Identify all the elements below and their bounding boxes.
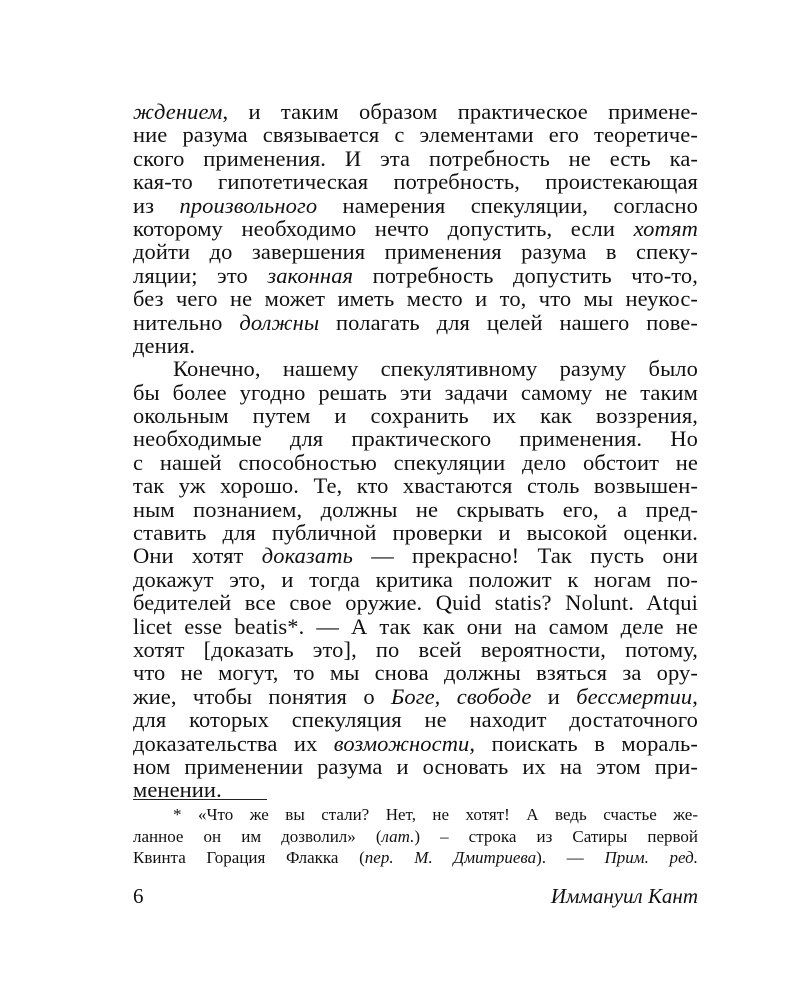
text-line: из произвольного намерения спекуляции, согласно <box>133 192 698 218</box>
page-number: 6 <box>133 884 144 908</box>
text-line: ставить для публичной проверки и высокой оценки. <box>133 520 698 546</box>
text-line: менении. <box>133 777 222 803</box>
text-line: ждением, и таким образом практическое примене- <box>133 99 698 124</box>
text-line: доказательства их возможности, поискать в мораль- <box>133 730 698 756</box>
text-line: кая-то гипотетическая потребность, проистекающая <box>133 169 698 195</box>
text-line: которому необходимо нечто допустить, если хотят <box>133 215 698 241</box>
text-line: что не могут, то мы снова должны взяться за ору- <box>133 660 698 686</box>
text-line: жие, чтобы понятия о Боге, свободе и бессмертии, <box>133 683 699 709</box>
running-author: Иммануил Кант <box>550 884 698 908</box>
text-line: бедителей все свое оружие. Quid statis? Nolunt. Atqui <box>133 590 698 616</box>
text-line: окольным путем и сохранить их как воззрения, <box>133 403 698 429</box>
text-line: нительно должны полагать для целей нашего пове- <box>133 309 698 335</box>
footnote-line: Квинта Горация Флакка (пер. М. Дмитриева). — Прим. ред. <box>133 848 698 867</box>
page-body <box>133 100 698 802</box>
main-text <box>133 100 698 802</box>
footnote-line: ланное он им дозволил» (лат.) – строка из Сатиры первой <box>133 826 698 846</box>
text-line: для которых спекуляция не находит достаточного <box>133 707 698 733</box>
footnote-line: * «Что же вы стали? Нет, не хотят! А ведь счастье же- <box>173 805 698 824</box>
text-line: без чего не может иметь место и то, что мы неукос- <box>133 286 698 312</box>
page-footer <box>133 884 698 909</box>
text-line: докажут это, и тогда критика положит к ногам по- <box>133 566 698 592</box>
text-line: ляции; это законная потребность допустить что-то, <box>133 262 699 288</box>
text-line: licet esse beatis*. — А так как они на самом деле не <box>133 613 698 639</box>
text-line: Конечно, нашему спекулятивному разуму было <box>173 356 698 382</box>
footnote-divider <box>133 799 267 800</box>
text-line: дойти до завершения применения разума в спеку- <box>133 239 698 265</box>
text-line: ном применении разума и основать их на этом при- <box>133 753 698 779</box>
text-line: хотят [доказать это], по всей вероятности, потому, <box>133 636 698 662</box>
text-line: с нашей способностью спекуляции дело обстоит не <box>133 449 698 475</box>
text-line: ние разума связывается с элементами его теоретиче- <box>133 122 698 148</box>
text-line: так уж хорошо. Те, кто хвастаются столь возвышен- <box>133 473 698 499</box>
text-line: ского применения. И эта потребность не есть ка- <box>133 145 698 171</box>
text-line: бы более угодно решать эти задачи самому не таким <box>133 379 698 405</box>
text-line: ным познанием, должны не скрывать его, а пред- <box>133 496 698 522</box>
footnote <box>133 804 698 869</box>
text-line: необходимые для практического применения. Но <box>133 426 698 452</box>
text-line: Они хотят доказать — прекрасно! Так пусть они <box>133 543 698 569</box>
text-line: дения. <box>133 332 196 358</box>
